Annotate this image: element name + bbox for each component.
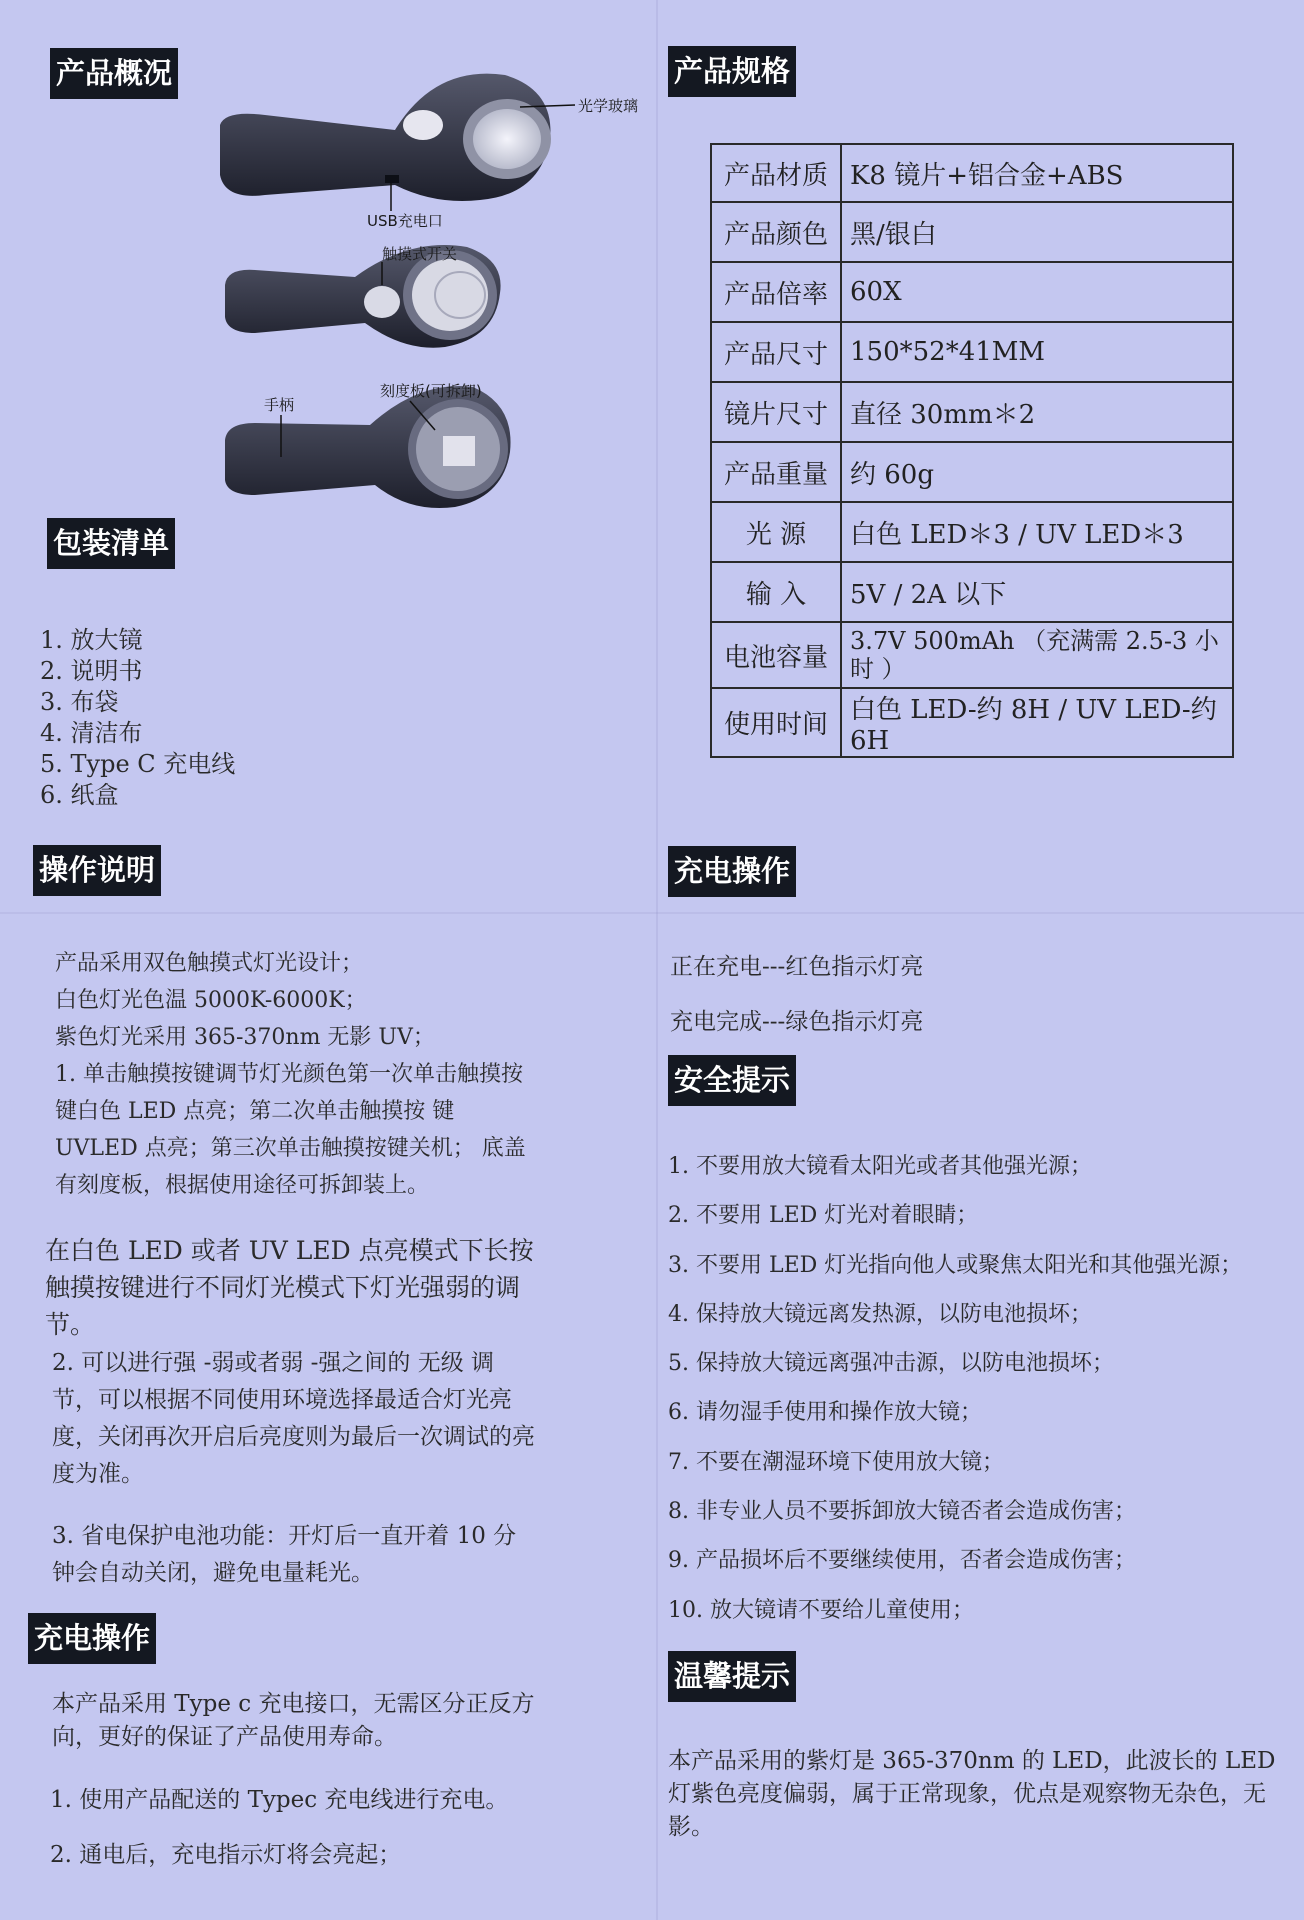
operation-body [55, 945, 535, 1204]
spec-value: 150*52*41MM [841, 322, 1233, 382]
safety-item: 5. 保持放大镜远离强冲击源，以防电池损坏； [668, 1351, 1114, 1377]
spec-row [711, 442, 1233, 502]
charging-left-heading: 充电操作 [28, 1613, 156, 1664]
spec-row [711, 322, 1233, 382]
operation-heading: 操作说明 [33, 845, 161, 896]
packing-list [40, 625, 235, 811]
spec-value: 白色 LED-约 8H / UV LED-约 6H [841, 688, 1233, 757]
packing-item: 3. 布袋 [40, 688, 119, 716]
spec-value: 白色 LED＊3 / UV LED＊3 [841, 502, 1233, 562]
label-touch-switch: 触摸式开关 [382, 245, 458, 263]
spec-row [711, 202, 1233, 262]
charging-steps [50, 1773, 550, 1883]
packing-item: 6. 纸盒 [40, 781, 119, 809]
charging-right-heading: 充电操作 [668, 846, 796, 897]
spec-key: 产品倍率 [711, 262, 841, 322]
spec-value: 3.7V 500mAh （充满需 2.5-3 小时 ） [841, 622, 1233, 688]
safety-item: 10. 放大镜请不要给儿童使用； [668, 1597, 974, 1623]
safety-item: 7. 不要在潮湿环境下使用放大镜； [668, 1449, 1004, 1475]
spec-key: 光 源 [711, 502, 841, 562]
safety-heading: 安全提示 [668, 1055, 796, 1106]
safety-item: 3. 不要用 LED 灯光指向他人或聚焦太阳光和其他强光源； [668, 1252, 1243, 1278]
safety-item: 8. 非专业人员不要拆卸放大镜否者会造成伤害； [668, 1499, 1136, 1525]
magnifier-side-view [225, 245, 501, 348]
spec-key: 产品颜色 [711, 202, 841, 262]
charging-intro: 本产品采用 Type c 充电接口，无需区分正反方向，更好的保证了产品使用寿命。 [52, 1691, 535, 1750]
spec-value: 5V / 2A 以下 [841, 562, 1233, 622]
packing-heading: 包装清单 [47, 518, 175, 569]
packing-item: 4. 清洁布 [40, 719, 143, 747]
packing-item: 5. Type C 充电线 [40, 750, 236, 778]
spec-row [711, 622, 1233, 688]
spec-row [711, 262, 1233, 322]
magnifier-top-view [220, 74, 575, 211]
spec-table [710, 143, 1234, 758]
safety-item: 9. 产品损坏后不要继续使用，否者会造成伤害； [668, 1548, 1136, 1574]
label-optical-glass: 光学玻璃 [578, 97, 639, 115]
safety-item: 2. 不要用 LED 灯光对着眼睛； [668, 1203, 979, 1229]
operation-line: 产品采用双色触摸式灯光设计； [55, 951, 364, 976]
overview-heading: 产品概况 [50, 48, 178, 99]
operation-line: 1. 单击触摸按键调节灯光颜色第一次单击触摸按键白色 LED 点亮；第二次单击触摸按 键 UVLED 点亮；第三次单击触摸按键关机； 底盖有刻度板，根据使用途径可拆卸装上。 [55, 1062, 526, 1198]
label-handle: 手柄 [264, 396, 295, 414]
charging-status [670, 940, 923, 1050]
safety-item: 1. 不要用放大镜看太阳光或者其他强光源； [668, 1154, 1092, 1179]
charging-step: 1. 使用产品配送的 Typec 充电线进行充电。 [50, 1787, 509, 1813]
charging-step: 2. 通电后，充电指示灯将会亮起； [50, 1842, 402, 1868]
operation-paragraph: 在白色 LED 或者 UV LED 点亮模式下长按触摸按键进行不同灯光模式下灯光强弱的调节。 [45, 1236, 534, 1339]
packing-item: 1. 放大镜 [40, 626, 143, 654]
operation-line: 紫色灯光采用 365-370nm 无影 UV； [55, 1025, 435, 1050]
operation-paragraph: 2. 可以进行强 -弱或者弱 -强之间的 无级 调节，可以根据不同使用环境选择最适合灯光亮度，关闭再次开启后亮度则为最后一次调试的亮度为准。 [52, 1350, 535, 1487]
spec-value: 60X [841, 262, 1233, 322]
spec-value: K8 镜片+铝合金+ABS [841, 144, 1233, 202]
spec-row [711, 144, 1233, 202]
magnifier-illustrations [205, 55, 625, 535]
spec-row [711, 382, 1233, 442]
charging-status-line: 正在充电---红色指示灯亮 [670, 954, 924, 980]
safety-item: 4. 保持放大镜远离发热源，以防电池损坏； [668, 1301, 1092, 1327]
spec-key: 电池容量 [711, 622, 841, 688]
spec-key: 使用时间 [711, 688, 841, 757]
safety-item: 6. 请勿湿手使用和操作放大镜； [668, 1400, 982, 1426]
spec-value: 直径 30mm＊2 [841, 382, 1233, 442]
label-scale-plate: 刻度板(可拆卸) [380, 382, 482, 400]
spec-row [711, 502, 1233, 562]
spec-row [711, 562, 1233, 622]
tips-text: 本产品采用的紫灯是 365-370nm 的 LED，此波长的 LED 灯紫色亮度偏弱，属于正常现象，优点是观察物无杂色，无影。 [668, 1748, 1276, 1840]
paper-crease [0, 912, 1304, 914]
safety-list [668, 1142, 1242, 1635]
spec-row [711, 688, 1233, 757]
spec-key: 输 入 [711, 562, 841, 622]
packing-item: 2. 说明书 [40, 657, 143, 685]
paper-crease [656, 0, 658, 1920]
operation-line: 白色灯光色温 5000K-6000K； [55, 988, 367, 1013]
operation-paragraph: 3. 省电保护电池功能：开灯后一直开着 10 分钟会自动关闭，避免电量耗光。 [52, 1523, 517, 1586]
spec-key: 产品尺寸 [711, 322, 841, 382]
spec-value: 约 60g [841, 442, 1233, 502]
spec-key: 产品重量 [711, 442, 841, 502]
charging-status-line: 充电完成---绿色指示灯亮 [670, 1009, 924, 1035]
spec-value: 黑/银白 [841, 202, 1233, 262]
label-usb-port: USB充电口 [367, 212, 443, 230]
spec-key: 镜片尺寸 [711, 382, 841, 442]
spec-key: 产品材质 [711, 144, 841, 202]
specs-heading: 产品规格 [668, 46, 796, 97]
tips-heading: 温馨提示 [668, 1651, 796, 1702]
